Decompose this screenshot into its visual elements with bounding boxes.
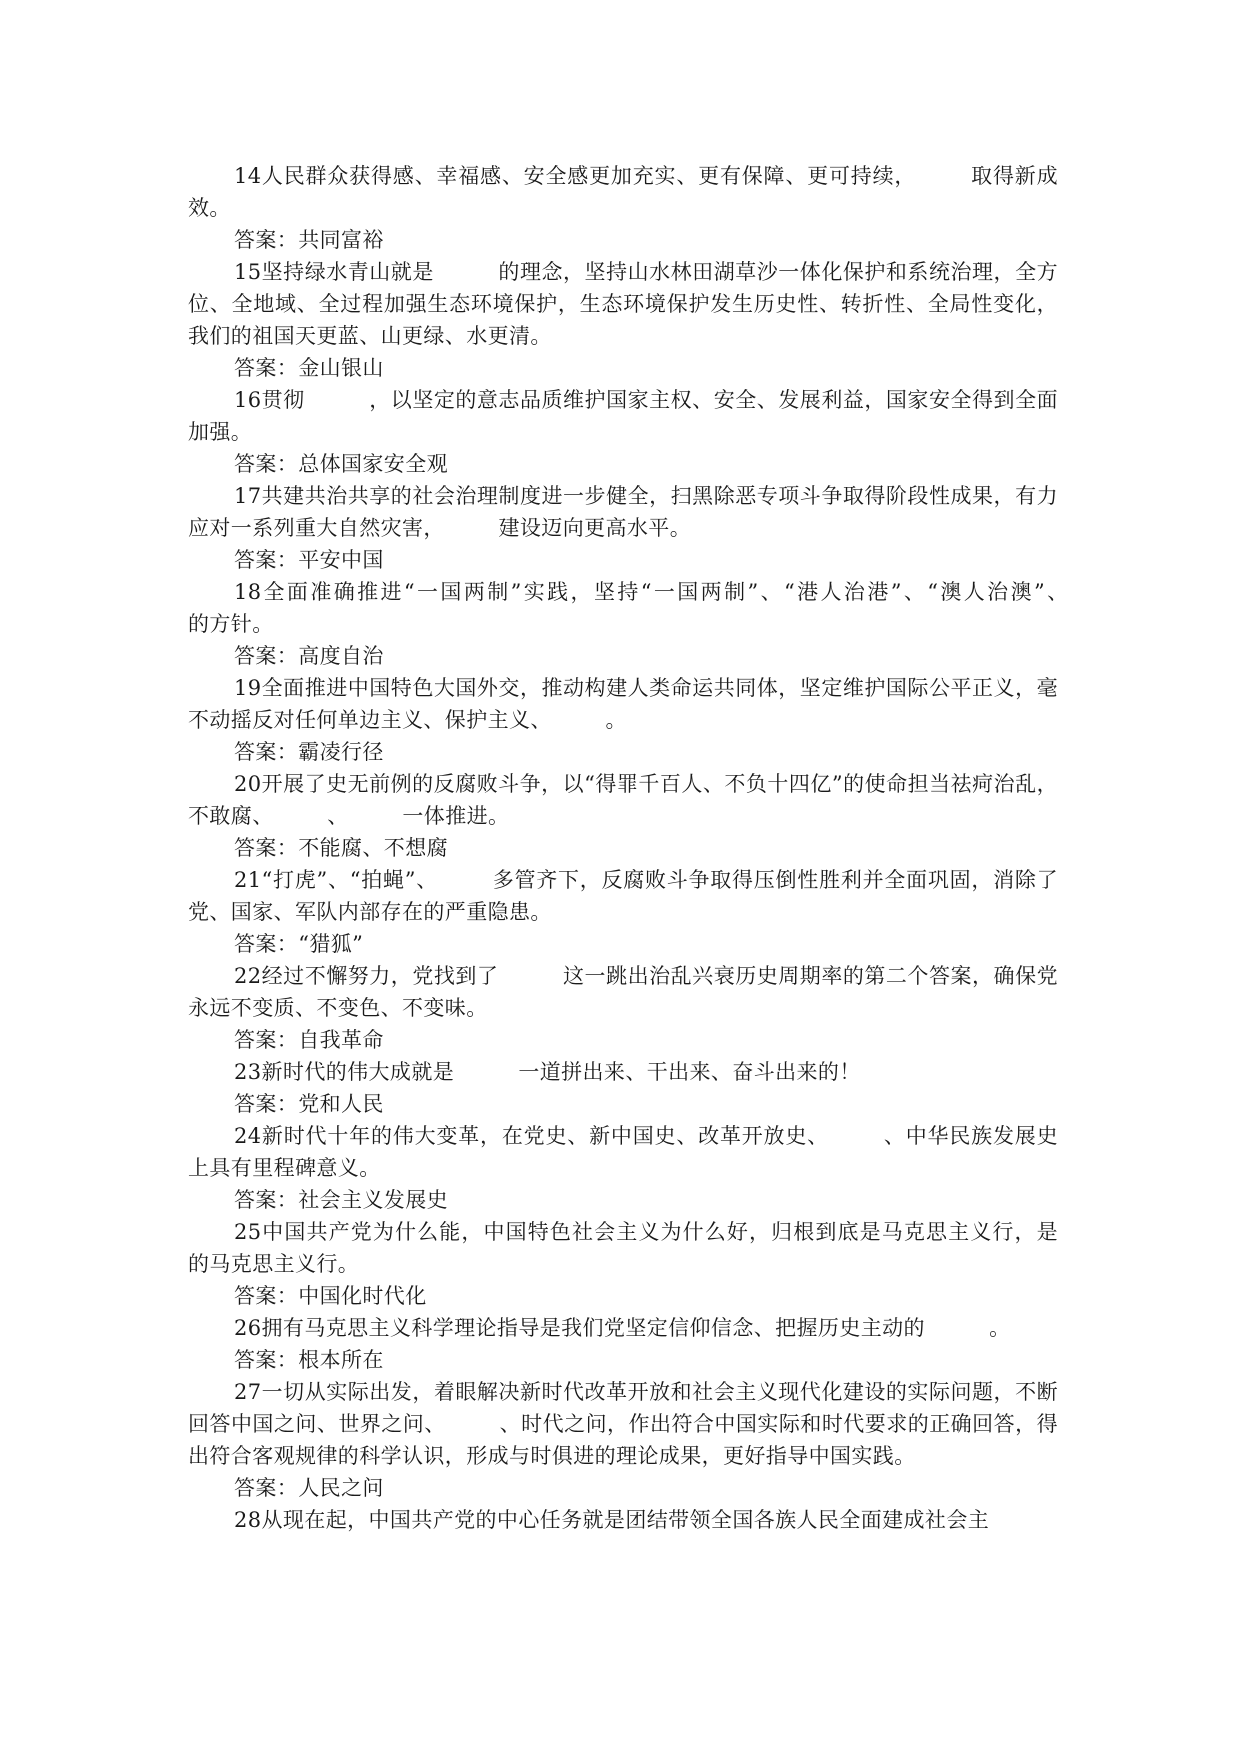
qa-item-28: [188, 1504, 1058, 1536]
question-text: 28从现在起，中国共产党的中心任务就是团结带领全国各族人民全面建成社会主: [234, 1508, 990, 1532]
answer-text: 答案：金山银山: [234, 356, 384, 380]
qa-item-27: [188, 1376, 1058, 1504]
qa-item-25: [188, 1216, 1123, 1312]
qa-item-17: [188, 480, 1058, 576]
answer-text: 答案：总体国家安全观: [234, 452, 448, 476]
question-text: 19全面推进中国特色大国外交，推动构建人类命运共同体，坚定维护国际公平正义，毫不动摇反对任何单边主义、保护主义、 。: [188, 676, 1058, 732]
answer-text: 答案：党和人民: [234, 1092, 384, 1116]
answer-text: 答案：不能腐、不想腐: [234, 836, 448, 860]
qa-item-21: [188, 864, 1058, 960]
qa-item-23: [188, 1056, 1058, 1120]
answer-text: 答案：中国化时代化: [234, 1284, 427, 1308]
question-text: 25中国共产党为什么能，中国特色社会主义为什么好，归根到底是马克思主义行，是 的马克思主义行。: [188, 1220, 1123, 1276]
qa-item-14: [188, 160, 1058, 256]
answer-text: 答案：社会主义发展史: [234, 1188, 448, 1212]
qa-item-24: [188, 1120, 1058, 1216]
question-text: 15坚持绿水青山就是 的理念，坚持山水林田湖草沙一体化保护和系统治理，全方位、全地域、全过程加强生态环境保护，生态环境保护发生历史性、转折性、全局性变化，我们的祖国天更蓝、山更绿、水更清。: [188, 260, 1058, 348]
answer-text: 答案：根本所在: [234, 1348, 384, 1372]
qa-item-26: [188, 1312, 1058, 1376]
question-text: 18全面准确推进“一国两制”实践，坚持“一国两制”、“港人治港”、“澳人治澳”、 的方针。: [188, 580, 1123, 636]
answer-text: 答案：自我革命: [234, 1028, 384, 1052]
answer-text: 答案：“猎狐”: [234, 932, 364, 956]
answer-text: 答案：高度自治: [234, 644, 384, 668]
qa-item-19: [188, 672, 1058, 768]
qa-item-20: [188, 768, 1058, 864]
question-text: 16贯彻 ，以坚定的意志品质维护国家主权、安全、发展利益，国家安全得到全面加强。: [188, 388, 1058, 444]
answer-text: 答案：霸凌行径: [234, 740, 384, 764]
document-page: [188, 160, 1123, 1536]
qa-item-22: [188, 960, 1058, 1056]
qa-item-15: [188, 256, 1058, 384]
question-text: 14人民群众获得感、幸福感、安全感更加充实、更有保障、更可持续， 取得新成效。: [188, 164, 1058, 220]
question-text: 27一切从实际出发，着眼解决新时代改革开放和社会主义现代化建设的实际问题，不断回答中国之问、世界之问、 、时代之问，作出符合中国实际和时代要求的正确回答，得出符合客观规律的科学认识，形成与时俱进的理论成果，更好指导中国实践。: [188, 1380, 1058, 1468]
answer-text: 答案：共同富裕: [234, 228, 384, 252]
qa-item-16: [188, 384, 1058, 480]
question-text: 23新时代的伟大成就是 一道拼出来、干出来、奋斗出来的！: [234, 1060, 861, 1084]
answer-text: 答案：平安中国: [234, 548, 384, 572]
question-text: 22经过不懈努力，党找到了 这一跳出治乱兴衰历史周期率的第二个答案，确保党永远不变质、不变色、不变味。: [188, 964, 1058, 1020]
question-text: 21“打虎”、“拍蝇”、 多管齐下，反腐败斗争取得压倒性胜利并全面巩固，消除了党、国家、军队内部存在的严重隐患。: [188, 868, 1058, 924]
question-text: 26拥有马克思主义科学理论指导是我们党坚定信仰信念、把握历史主动的 。: [234, 1316, 1011, 1340]
question-text: 20开展了史无前例的反腐败斗争，以“得罪千百人、不负十四亿”的使命担当祛疴治乱，不敢腐、 、 一体推进。: [188, 772, 1058, 828]
question-text: 24新时代十年的伟大变革，在党史、新中国史、改革开放史、 、中华民族发展史上具有里程碑意义。: [188, 1124, 1058, 1180]
qa-item-18: [188, 576, 1123, 672]
question-text: 17共建共治共享的社会治理制度进一步健全，扫黑除恶专项斗争取得阶段性成果，有力应对一系列重大自然灾害， 建设迈向更高水平。: [188, 484, 1058, 540]
answer-text: 答案：人民之问: [234, 1476, 384, 1500]
